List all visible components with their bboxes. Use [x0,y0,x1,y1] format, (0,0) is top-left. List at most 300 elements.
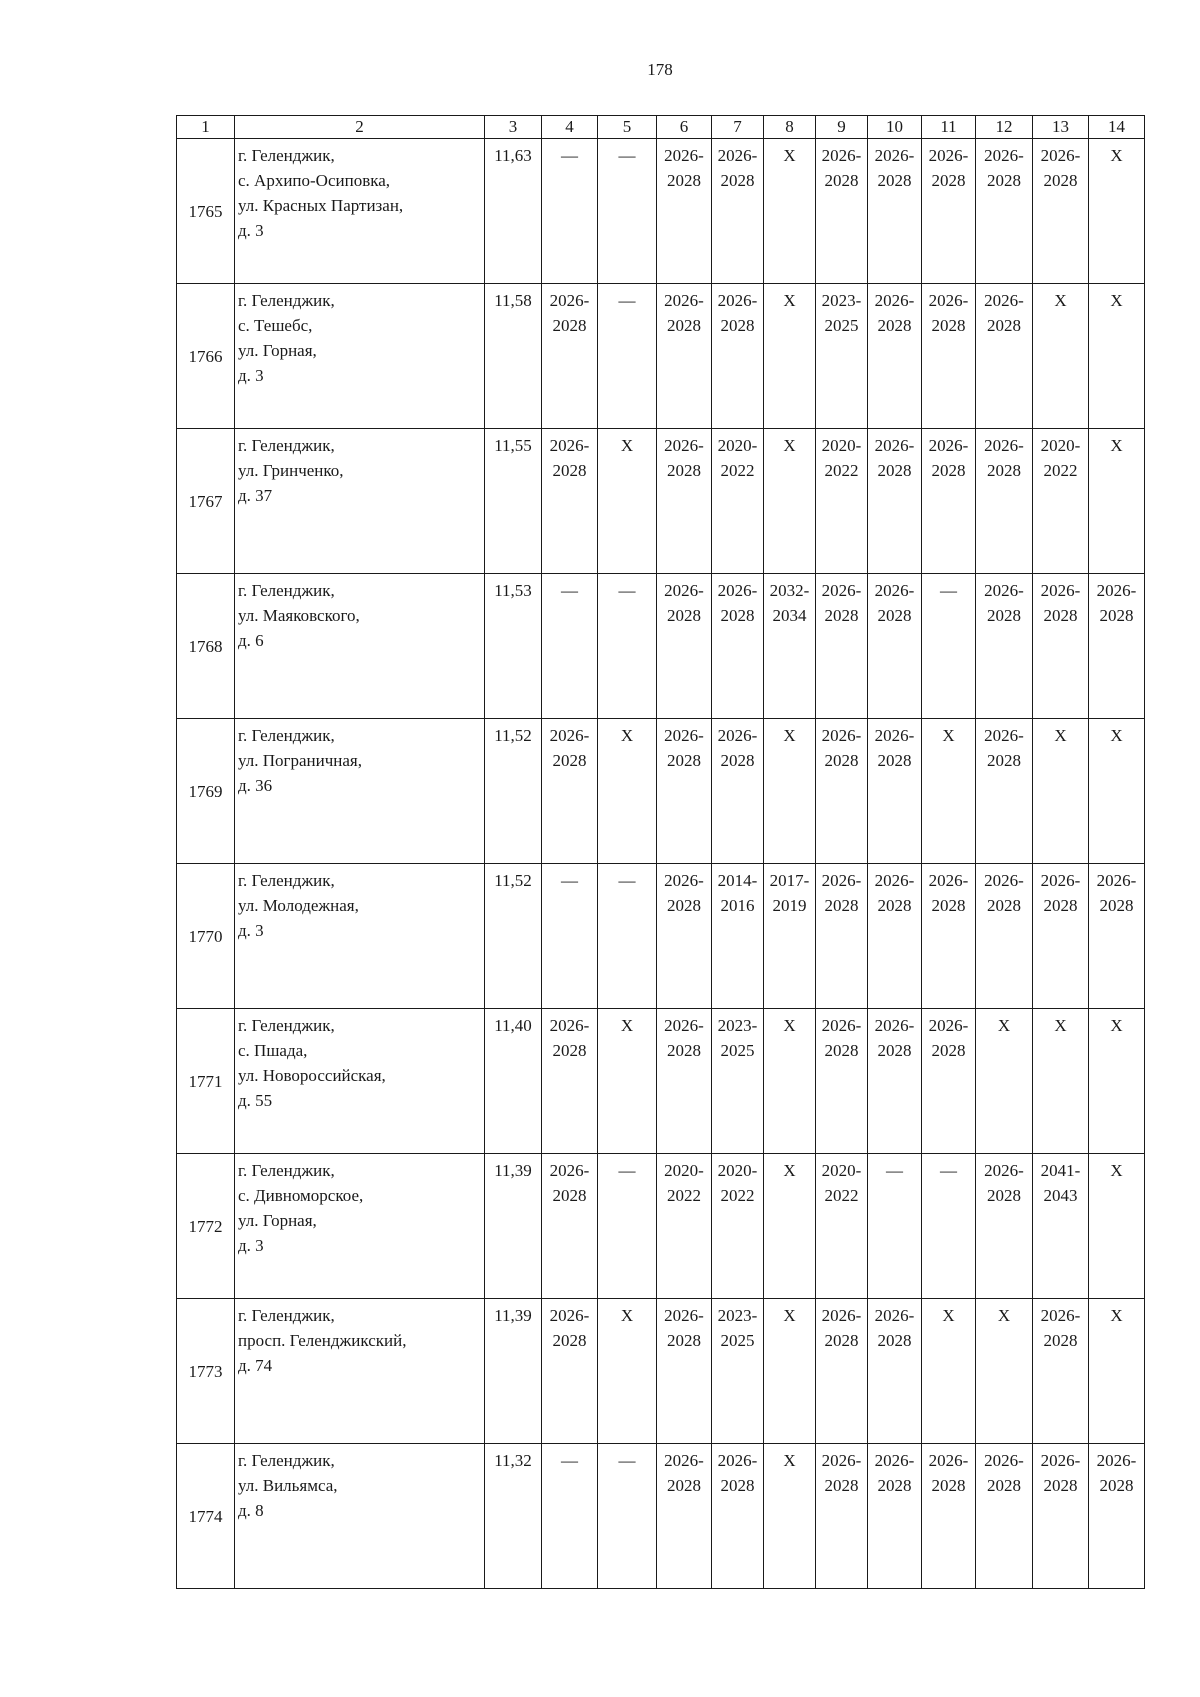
cell-line: 2028 [931,896,966,915]
address-line: д. 36 [238,776,273,795]
cell-line: 11,53 [494,581,532,600]
cell-line: 2020- [664,1161,704,1180]
cell-line: — [886,1161,903,1180]
table-cell [1033,864,1089,1009]
cell-line: X [620,436,634,455]
table-cell [1033,719,1089,864]
cell-line: 2028 [987,1476,1021,1495]
table-cell [1089,1299,1145,1444]
cell-line: 2028 [667,1331,701,1350]
cell-line: 2032- [769,581,810,600]
cell-line: 2028 [824,896,859,915]
cell-line: 2028 [667,461,701,480]
address-line: с. Тешебс, [238,316,313,335]
table-cell [657,1444,712,1589]
cell-line: X [942,1306,955,1325]
table-cell [868,1299,922,1444]
cell-line: 2023- [717,1016,758,1035]
cell-line: — [618,1451,636,1470]
table-cell [598,139,657,284]
cell-line: 2026- [874,1306,915,1325]
cell-line: 2026- [1040,1451,1081,1470]
cell-line: 2026- [821,1016,862,1035]
cell-line: X [1110,1161,1123,1180]
address-line: д. 3 [238,366,264,385]
address-cell [235,864,485,1009]
cell-line: X [783,1306,796,1325]
cell-line: 2026- [549,291,590,310]
table-cell [764,1154,816,1299]
table-cell [485,1444,542,1589]
cell-line: 2026- [874,1016,915,1035]
cell-line: 2028 [552,1186,587,1205]
address-line: с. Пшада, [238,1041,308,1060]
address-line: просп. Геленджикский, [238,1331,407,1350]
table-cell [657,139,712,284]
table-cell [485,719,542,864]
cell-line: 2028 [877,461,912,480]
table-cell [868,1154,922,1299]
table-cell [657,719,712,864]
table-cell [485,1154,542,1299]
cell-line: 2020- [717,436,758,455]
table-cell [657,1299,712,1444]
table-cell [764,1009,816,1154]
cell-line: 11,52 [494,871,532,890]
address-cell [235,574,485,719]
table-cell [1033,429,1089,574]
table-cell [922,429,976,574]
cell-line: 2028 [987,316,1021,335]
cell-line: X [1054,1016,1067,1035]
cell-line: X [783,146,796,165]
cell-line: X [783,436,796,455]
table-cell [712,429,764,574]
table-cell [712,139,764,284]
cell-line: 2026- [664,726,704,745]
cell-line: 2028 [877,1476,912,1495]
table-cell [922,284,976,429]
table-cell [1033,1299,1089,1444]
cell-line: 2026- [928,871,969,890]
cell-line: 2028 [1043,171,1078,190]
address-cell [235,284,485,429]
cell-line: 2028 [720,1476,755,1495]
column-header: 8 [764,116,816,139]
table-cell [922,1444,976,1589]
cell-line: 11,39 [494,1161,532,1180]
address-line: д. 55 [238,1091,273,1110]
cell-line: 2022 [1043,461,1078,480]
address-line: ул. Пограничная, [238,751,362,770]
cell-line: 2026- [549,1161,590,1180]
table-cell [598,1444,657,1589]
cell-line: — [561,1451,578,1470]
table-cell [542,429,598,574]
cell-line: X [1110,1016,1123,1035]
cell-line: 2026- [664,1451,704,1470]
address-line: с. Архипо-Осиповка, [238,171,391,190]
table-row [177,1154,1145,1299]
table-cell [542,1299,598,1444]
column-header: 3 [485,116,542,139]
table-cell [542,1154,598,1299]
cell-line: 2028 [824,751,859,770]
table-cell [1089,574,1145,719]
cell-line: 2028 [877,896,912,915]
cell-line: X [1110,291,1123,310]
column-header: 2 [235,116,485,139]
housing-registry-table [176,115,1145,1589]
cell-line: 2020- [717,1161,758,1180]
cell-line: 2028 [931,461,966,480]
cell-line: X [1110,1306,1123,1325]
cell-line: 2028 [824,1331,859,1350]
table-cell [816,429,868,574]
table-cell [485,139,542,284]
table-row [177,1009,1145,1154]
table-cell [976,429,1033,574]
table-cell [485,574,542,719]
table-cell [1033,139,1089,284]
cell-line: 2028 [877,606,912,625]
table-cell [485,1299,542,1444]
cell-line: 11,39 [494,1306,532,1325]
cell-line: 2022 [720,461,755,480]
table-cell [976,1444,1033,1589]
table-row [177,139,1145,284]
table-row [177,864,1145,1009]
table-cell [712,284,764,429]
table-cell [976,139,1033,284]
address-line: г. Геленджик, [238,726,335,745]
cell-line: 2028 [1099,1476,1134,1495]
cell-line: 2028 [824,606,859,625]
address-line: ул. Горная, [238,1211,317,1230]
address-cell [235,1154,485,1299]
cell-line: 2028 [824,171,859,190]
cell-line: 2028 [720,751,755,770]
table-cell [922,1154,976,1299]
page-number: 178 [647,60,673,79]
table-cell [542,1444,598,1589]
table-cell [1089,864,1145,1009]
row-number: 1769 [177,719,235,864]
cell-line: 2026- [984,291,1024,310]
cell-line: X [620,1016,634,1035]
table-cell [816,719,868,864]
table-cell [485,429,542,574]
table-cell [1033,284,1089,429]
table-cell [598,1009,657,1154]
table-cell [976,1154,1033,1299]
cell-line: 2026- [549,1306,590,1325]
cell-line: 2026- [1096,581,1137,600]
table-body [177,139,1145,1589]
cell-line: X [1054,291,1067,310]
table-cell [542,864,598,1009]
table-cell [764,1299,816,1444]
address-line: ул. Маяковского, [238,606,360,625]
column-header: 1 [177,116,235,139]
column-number-row [177,116,1145,139]
table-cell [816,1009,868,1154]
cell-line: 11,58 [494,291,532,310]
cell-line: X [1110,726,1123,745]
cell-line: 2026- [984,1451,1024,1470]
cell-line: 2019 [772,896,807,915]
cell-line: — [618,291,636,310]
table-cell [1089,429,1145,574]
cell-line: 2028 [667,896,701,915]
cell-line: 2028 [552,1331,587,1350]
table-row [177,284,1145,429]
cell-line: 2026- [928,146,969,165]
table-cell [868,1009,922,1154]
cell-line: 2014- [717,871,758,890]
table-cell [868,574,922,719]
table-cell [1089,1444,1145,1589]
table-cell [598,1154,657,1299]
cell-line: — [940,581,957,600]
table-row [177,1299,1145,1444]
row-number: 1765 [177,139,235,284]
cell-line: — [618,146,636,165]
table-cell [764,284,816,429]
cell-line: 2020- [821,1161,862,1180]
cell-line: 2023- [821,291,862,310]
table-cell [764,139,816,284]
cell-line: 2028 [1043,606,1078,625]
address-line: ул. Молодежная, [238,896,359,915]
table-cell [976,1299,1033,1444]
address-cell [235,429,485,574]
table-cell [485,864,542,1009]
cell-line: X [942,726,955,745]
cell-line: 11,40 [494,1016,532,1035]
table-cell [764,864,816,1009]
cell-line: 2028 [987,461,1021,480]
column-header: 10 [868,116,922,139]
cell-line: X [620,726,634,745]
column-header: 7 [712,116,764,139]
cell-line: 2028 [1099,606,1134,625]
cell-line: 2026- [664,581,704,600]
cell-line: 2028 [931,1041,966,1060]
cell-line: 2028 [877,171,912,190]
table-cell [868,284,922,429]
table-cell [816,1154,868,1299]
cell-line: 2028 [987,171,1021,190]
cell-line: 2028 [877,1331,912,1350]
table-cell [816,1299,868,1444]
row-number: 1766 [177,284,235,429]
address-line: ул. Новороссийская, [238,1066,386,1085]
cell-line: 2026- [928,291,969,310]
table-cell [1033,1009,1089,1154]
table-row [177,1444,1145,1589]
cell-line: 2026- [821,581,862,600]
table-cell [868,719,922,864]
table-cell [657,864,712,1009]
cell-line: — [561,871,578,890]
cell-line: 2026- [1040,146,1081,165]
cell-line: 2026- [984,581,1024,600]
cell-line: 2028 [877,316,912,335]
cell-line: 2028 [877,751,912,770]
cell-line: 2028 [720,606,755,625]
cell-line: 2026- [549,726,590,745]
table-cell [657,574,712,719]
column-header: 9 [816,116,868,139]
column-header: 13 [1033,116,1089,139]
cell-line: 11,32 [494,1451,532,1470]
column-header: 5 [598,116,657,139]
cell-line: 11,63 [494,146,532,165]
address-cell [235,719,485,864]
cell-line: 2026- [664,436,704,455]
cell-line: 2026- [1096,871,1137,890]
cell-line: 2026- [928,1451,969,1470]
cell-line: 2026- [984,436,1024,455]
address-line: г. Геленджик, [238,1161,335,1180]
table-row [177,429,1145,574]
cell-line: X [1110,146,1123,165]
cell-line: 2020- [1040,436,1081,455]
cell-line: 2028 [552,461,587,480]
table-cell [542,284,598,429]
address-cell [235,1299,485,1444]
cell-line: 2028 [824,1041,859,1060]
cell-line: 2028 [987,1186,1021,1205]
table-cell [922,1009,976,1154]
table-cell [922,574,976,719]
cell-line: 2028 [552,316,587,335]
cell-line: 2028 [552,1041,587,1060]
cell-line: 2028 [824,1476,859,1495]
column-header: 12 [976,116,1033,139]
cell-line: 2026- [717,146,758,165]
cell-line: 2026- [664,291,704,310]
column-header: 14 [1089,116,1145,139]
cell-line: — [940,1161,957,1180]
cell-line: 2026- [874,291,915,310]
row-number: 1768 [177,574,235,719]
cell-line: 2028 [667,171,701,190]
cell-line: 2028 [552,751,587,770]
cell-line: 2028 [667,1476,701,1495]
cell-line: 2028 [720,171,755,190]
address-line: д. 3 [238,221,264,240]
table-cell [542,1009,598,1154]
address-cell [235,1009,485,1154]
cell-line: 2026- [664,1306,704,1325]
address-line: г. Геленджик, [238,1016,335,1035]
cell-line: 2028 [667,316,701,335]
cell-line: 2028 [931,316,966,335]
cell-line: 2017- [769,871,810,890]
column-header: 6 [657,116,712,139]
cell-line: 2028 [667,751,701,770]
cell-line: 2034 [772,606,807,625]
table-cell [598,284,657,429]
cell-line: 2026- [664,871,704,890]
cell-line: 2028 [1099,896,1134,915]
cell-line: 2028 [667,606,701,625]
table-cell [1089,284,1145,429]
cell-line: 2026- [928,436,969,455]
cell-line: X [783,1161,796,1180]
cell-line: 2022 [667,1186,701,1205]
table-cell [712,1009,764,1154]
table-cell [598,719,657,864]
cell-line: X [783,726,796,745]
cell-line: 2041- [1040,1161,1081,1180]
cell-line: 2026- [1040,1306,1081,1325]
cell-line: 2028 [877,1041,912,1060]
cell-line: 2028 [987,896,1021,915]
table-cell [922,1299,976,1444]
cell-line: — [618,871,636,890]
cell-line: 2025 [824,316,859,335]
cell-line: X [783,1451,796,1470]
cell-line: X [620,1306,634,1325]
cell-line: 2026- [717,291,758,310]
cell-line: — [561,581,578,600]
table-cell [542,574,598,719]
table-cell [598,1299,657,1444]
address-line: д. 3 [238,921,264,940]
table-cell [1033,574,1089,719]
cell-line: 11,55 [494,436,532,455]
table-cell [485,1009,542,1154]
cell-line: 2026- [1096,1451,1137,1470]
cell-line: 2026- [984,726,1024,745]
table-cell [816,574,868,719]
row-number: 1773 [177,1299,235,1444]
table-cell [598,429,657,574]
table-cell [922,719,976,864]
cell-line: 2026- [821,1451,862,1470]
cell-line: 2026- [984,871,1024,890]
cell-line: 2026- [874,436,915,455]
address-line: д. 74 [238,1356,273,1375]
table-cell [542,139,598,284]
cell-line: 2022 [824,461,859,480]
cell-line: X [783,1016,796,1035]
cell-line: 2026- [984,146,1024,165]
cell-line: 2028 [1043,1476,1078,1495]
table-cell [976,284,1033,429]
cell-line: 2028 [1043,1331,1078,1350]
cell-line: 2026- [549,436,590,455]
cell-line: 2026- [874,726,915,745]
cell-line: 11,52 [494,726,532,745]
row-number: 1774 [177,1444,235,1589]
address-line: ул. Красных Партизан, [238,196,404,215]
row-number: 1772 [177,1154,235,1299]
table-cell [712,864,764,1009]
cell-line: 2026- [1040,871,1081,890]
address-line: д. 37 [238,486,273,505]
table-cell [764,429,816,574]
cell-line: 2028 [1043,896,1078,915]
table-cell [868,864,922,1009]
cell-line: 2026- [821,1306,862,1325]
cell-line: 2026- [874,1451,915,1470]
cell-line: 2043 [1043,1186,1078,1205]
address-line: г. Геленджик, [238,581,335,600]
